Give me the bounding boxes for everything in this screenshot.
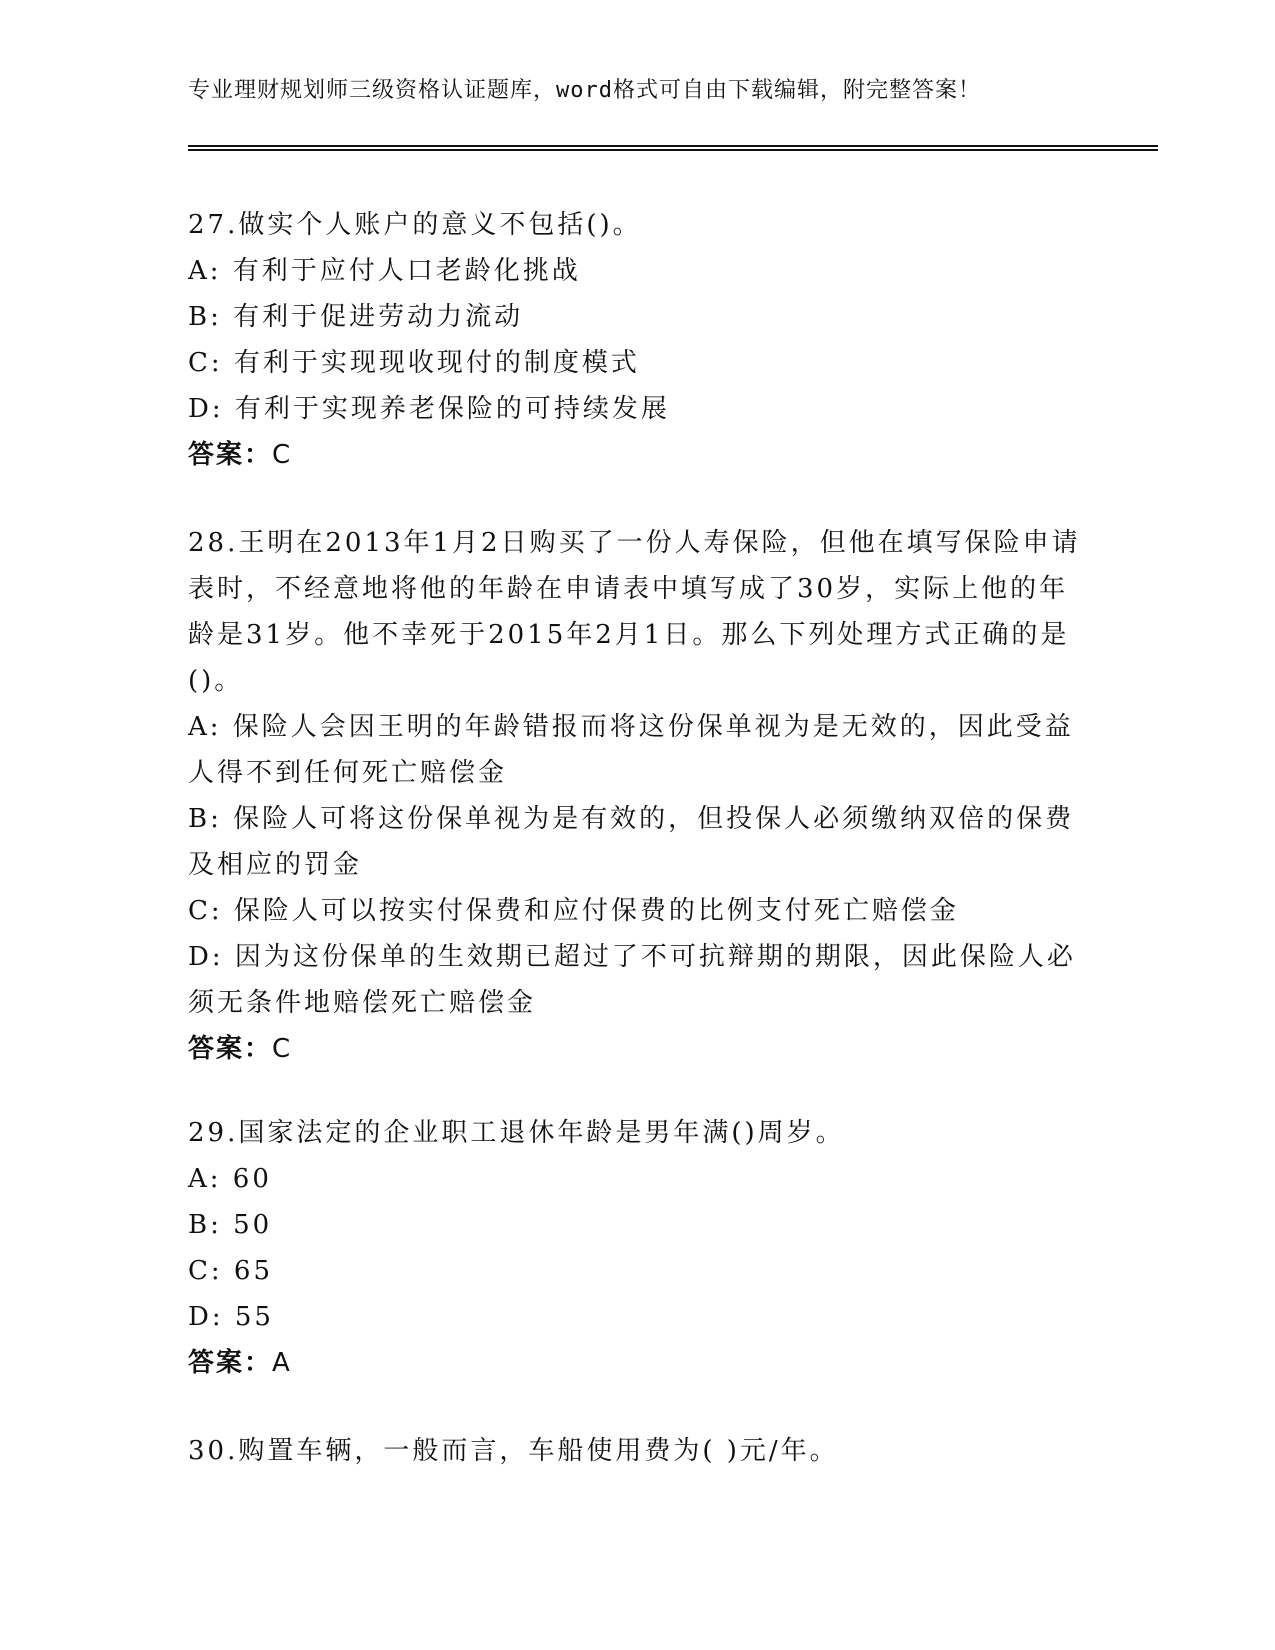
option-c: C: 65 xyxy=(188,1256,274,1286)
answer-value: C xyxy=(272,1034,293,1064)
question-stem: 29.国家法定的企业职工退休年龄是男年满()周岁。 xyxy=(188,1118,845,1148)
option-a: A: 保险人会因王明的年龄错报而将这份保单视为是无效的，因此受益人得不到任何死亡赔偿金 xyxy=(188,712,1074,788)
question-stem: 27.做实个人账户的意义不包括()。 xyxy=(188,210,642,240)
answer-value: C xyxy=(272,440,293,470)
option-d: D: 因为这份保单的生效期已超过了不可抗辩期的期限，因此保险人必须无条件地赔偿死亡赔偿金 xyxy=(188,942,1076,1018)
option-a: A: 有利于应付人口老龄化挑战 xyxy=(188,256,581,286)
header-double-rule xyxy=(188,145,1158,151)
question-30 xyxy=(188,1428,1088,1474)
option-a: A: 60 xyxy=(188,1164,272,1194)
question-stem: 30.购置车辆，一般而言，车船使用费为( )元/年。 xyxy=(188,1436,839,1466)
question-29 xyxy=(188,1110,1088,1386)
answer-line xyxy=(188,1340,1088,1386)
option-b: B: 保险人可将这份保单视为是有效的，但投保人必须缴纳双倍的保费及相应的罚金 xyxy=(188,804,1075,880)
option-b: B: 50 xyxy=(188,1210,273,1240)
option-d: D: 55 xyxy=(188,1302,274,1332)
option-c: C: 有利于实现现收现付的制度模式 xyxy=(188,348,640,378)
question-27 xyxy=(188,202,1088,478)
answer-line xyxy=(188,1026,1088,1072)
option-d: D: 有利于实现养老保险的可持续发展 xyxy=(188,394,670,424)
answer-value: A xyxy=(272,1348,292,1378)
answer-line xyxy=(188,432,1088,478)
option-c: C: 保险人可以按实付保费和应付保费的比例支付死亡赔偿金 xyxy=(188,896,959,926)
option-b: B: 有利于促进劳动力流动 xyxy=(188,302,524,332)
answer-label: 答案： xyxy=(188,1034,273,1064)
question-28 xyxy=(188,520,1088,1072)
answer-label: 答案： xyxy=(188,1348,273,1378)
answer-label: 答案： xyxy=(188,440,273,470)
header-text: 专业理财规划师三级资格认证题库，word格式可自由下载编辑，附完整答案！ xyxy=(188,78,981,103)
question-stem: 28.王明在2013年1月2日购买了一份人寿保险，但他在填写保险申请表时，不经意地将他的年龄在申请表中填写成了30岁，实际上他的年龄是31岁。他不幸死于2015年2月1日。那么下列处理方式正确的是()。 xyxy=(188,528,1081,696)
